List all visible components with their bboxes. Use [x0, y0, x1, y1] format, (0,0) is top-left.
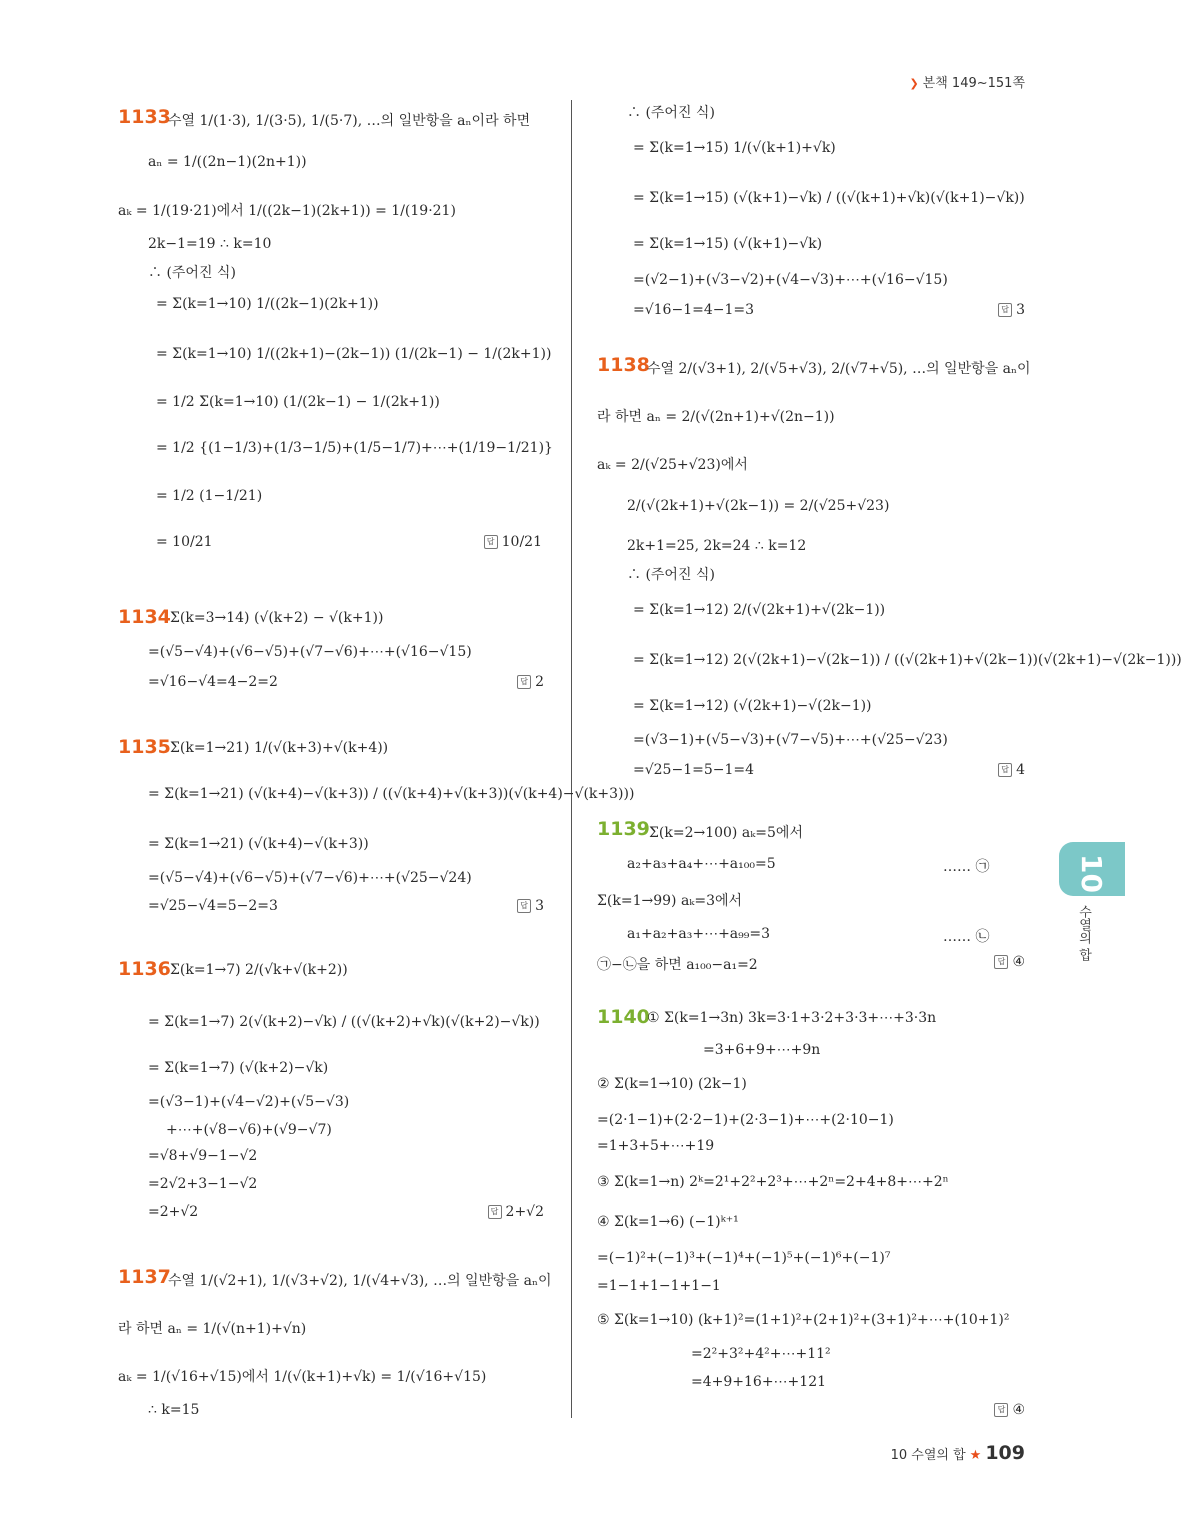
answer-mark: 답 3: [517, 898, 544, 914]
math-line: =(√2−1)+(√3−√2)+(√4−√3)+⋯+(√16−√15): [633, 272, 948, 288]
math-line: ⑤ Σ(k=1→10) (k+1)²=(1+1)²+(2+1)²+(3+1)²+⋯+(10+1)²: [597, 1312, 1010, 1328]
math-line: Σ(k=3→14) (√(k+2) − √(k+1)): [170, 610, 384, 626]
answer-mark: 답 10/21: [484, 534, 542, 550]
page-footer: [891, 1442, 1025, 1464]
math-line: =√16−√4=4−2=2: [148, 674, 278, 690]
math-line: ∴ (주어진 식): [627, 567, 715, 583]
answer-mark: 답 2+√2: [488, 1204, 544, 1220]
math-line: 2/(√(2k+1)+√(2k−1)) = 2/(√25+√23): [627, 498, 890, 514]
math-line: ③ Σ(k=1→n) 2ᵏ=2¹+2²+2³+⋯+2ⁿ=2+4+8+⋯+2ⁿ: [597, 1174, 949, 1190]
math-line: = Σ(k=1→12) (√(2k+1)−√(2k−1)): [633, 698, 872, 714]
page-reference: ❯ 본책 149~151쪽: [909, 76, 1025, 91]
math-line: aₖ = 2/(√25+√23)에서: [597, 457, 748, 473]
problem-number: 1134: [118, 606, 171, 628]
footer-chapter: 10 수열의 합: [890, 1448, 966, 1463]
math-line: = 10/21: [156, 534, 213, 550]
math-line: =2²+3²+4²+⋯+11²: [691, 1346, 831, 1362]
math-line: =2√2+3−1−√2: [148, 1176, 258, 1192]
math-line: = 1/2 Σ(k=1→10) (1/(2k−1) − 1/(2k+1)): [156, 394, 440, 410]
math-line: = 1/2 (1−1/21): [156, 488, 263, 504]
math-line: =4+9+16+⋯+121: [691, 1374, 827, 1390]
math-line: =2+√2: [148, 1204, 199, 1220]
math-line: = 1/2 {(1−1/3)+(1/3−1/5)+(1/5−1/7)+⋯+(1/19−1/21)}: [156, 440, 553, 456]
math-line: = Σ(k=1→10) 1/((2k+1)−(2k−1)) (1/(2k−1) − 1/(2k+1)): [156, 346, 552, 362]
math-line: 라 하면 aₙ = 1/(√(n+1)+√n): [118, 1321, 307, 1337]
answer-badge-icon: 답: [484, 535, 498, 549]
math-line: = Σ(k=1→12) 2/(√(2k+1)+√(2k−1)): [633, 602, 886, 618]
math-line: =√8+√9−1−√2: [148, 1148, 258, 1164]
math-line: aₖ = 1/(√16+√15)에서 1/(√(k+1)+√k) = 1/(√16+√15): [118, 1369, 487, 1385]
chapter-tab-label: 수열의 합: [1076, 905, 1091, 962]
answer-badge-icon: 답: [517, 899, 531, 913]
math-line: =(√5−√4)+(√6−√5)+(√7−√6)+⋯+(√25−√24): [148, 870, 472, 886]
answer-mark: 답 3: [998, 302, 1025, 318]
math-line: 2k−1=19 ∴ k=10: [148, 236, 272, 252]
problem-number: 1135: [118, 736, 171, 758]
math-line: +⋯+(√8−√6)+(√9−√7): [166, 1122, 332, 1138]
answer-badge-icon: 답: [517, 675, 531, 689]
math-line: = Σ(k=1→10) 1/((2k−1)(2k+1)): [156, 296, 379, 312]
equation-marker: …… ㉠: [943, 859, 990, 875]
math-line: =(√3−1)+(√5−√3)+(√7−√5)+⋯+(√25−√23): [633, 732, 948, 748]
math-line: =1+3+5+⋯+19: [597, 1138, 715, 1154]
math-line: =(√3−1)+(√4−√2)+(√5−√3): [148, 1094, 350, 1110]
math-line: Σ(k=1→7) 2/(√k+√(k+2)): [170, 962, 348, 978]
answer-badge-icon: 답: [994, 955, 1008, 969]
problem-number: 1139: [597, 818, 650, 840]
answer-mark: 답 ④: [994, 954, 1025, 970]
math-line: =(√5−√4)+(√6−√5)+(√7−√6)+⋯+(√16−√15): [148, 644, 472, 660]
math-line: =1−1+1−1+1−1: [597, 1278, 721, 1294]
answer-mark: 답 4: [998, 762, 1025, 778]
answer-mark: 답 2: [517, 674, 544, 690]
math-line: ∴ k=15: [148, 1402, 200, 1418]
math-line: = Σ(k=1→15) 1/(√(k+1)+√k): [633, 140, 836, 156]
column-divider: [571, 100, 572, 1418]
answer-badge-icon: 답: [998, 763, 1012, 777]
arrow-icon: ❯: [909, 77, 919, 90]
math-line: ④ Σ(k=1→6) (−1)ᵏ⁺¹: [597, 1214, 739, 1230]
problem-number: 1133: [118, 106, 171, 128]
math-line: aₖ = 1/(19·21)에서 1/((2k−1)(2k+1)) = 1/(19·21): [118, 203, 456, 219]
math-line: = Σ(k=1→7) 2(√(k+2)−√k) / ((√(k+2)+√k)(√(k+2)−√k)): [148, 1014, 540, 1030]
math-line: ∴ (주어진 식): [627, 105, 715, 121]
math-line: =(2·1−1)+(2·2−1)+(2·3−1)+⋯+(2·10−1): [597, 1112, 894, 1128]
math-line: ① Σ(k=1→3n) 3k=3·1+3·2+3·3+⋯+3·3n: [647, 1010, 937, 1026]
problem-number: 1140: [597, 1006, 650, 1028]
math-line: Σ(k=2→100) aₖ=5에서: [649, 825, 803, 841]
math-line: ② Σ(k=1→10) (2k−1): [597, 1076, 747, 1092]
math-line: = Σ(k=1→15) (√(k+1)−√k): [633, 236, 823, 252]
answer-badge-icon: 답: [994, 1403, 1008, 1417]
math-line: 수열 1/(√2+1), 1/(√3+√2), 1/(√4+√3), …의 일반항을 aₙ이: [168, 1273, 552, 1289]
answer-badge-icon: 답: [488, 1205, 502, 1219]
math-line: Σ(k=1→21) 1/(√(k+3)+√(k+4)): [170, 740, 389, 756]
math-line: = Σ(k=1→15) (√(k+1)−√k) / ((√(k+1)+√k)(√(k+1)−√k)): [633, 190, 1025, 206]
math-line: =3+6+9+⋯+9n: [703, 1042, 821, 1058]
answer-mark: 답 ④: [994, 1402, 1025, 1418]
problem-number: 1136: [118, 958, 171, 980]
answer-badge-icon: 답: [998, 303, 1012, 317]
problem-number: 1138: [597, 354, 650, 376]
math-line: a₁+a₂+a₃+⋯+a₉₉=3: [627, 926, 771, 942]
problem-number: 1137: [118, 1266, 171, 1288]
math-line: =√25−1=5−1=4: [633, 762, 755, 778]
math-line: aₙ = 1/((2n−1)(2n+1)): [148, 154, 307, 170]
math-line: =√16−1=4−1=3: [633, 302, 755, 318]
equation-marker: …… ㉡: [943, 929, 990, 945]
math-line: = Σ(k=1→7) (√(k+2)−√k): [148, 1060, 329, 1076]
math-line: a₂+a₃+a₄+⋯+a₁₀₀=5: [627, 856, 776, 872]
math-line: = Σ(k=1→21) (√(k+4)−√(k+3)): [148, 836, 369, 852]
math-line: ㉠−㉡을 하면 a₁₀₀−a₁=2: [597, 957, 758, 973]
math-line: Σ(k=1→99) aₖ=3에서: [597, 893, 743, 909]
page-number: 109: [985, 1442, 1025, 1464]
math-line: =(−1)²+(−1)³+(−1)⁴+(−1)⁵+(−1)⁶+(−1)⁷: [597, 1250, 891, 1266]
math-line: 수열 2/(√3+1), 2/(√5+√3), 2/(√7+√5), …의 일반항을 aₙ이: [647, 361, 1031, 377]
chapter-tab[interactable]: 10: [1059, 842, 1125, 896]
math-line: 라 하면 aₙ = 2/(√(2n+1)+√(2n−1)): [597, 409, 835, 425]
math-line: = Σ(k=1→12) 2(√(2k+1)−√(2k−1)) / ((√(2k+1)+√(2k−1))(√(2k+1)−√(2k−1))): [633, 652, 1182, 668]
math-line: 수열 1/(1·3), 1/(3·5), 1/(5·7), …의 일반항을 aₙ이라 하면: [168, 113, 531, 129]
math-line: ∴ (주어진 식): [148, 265, 236, 281]
star-icon: ★: [969, 1448, 982, 1463]
math-line: =√25−√4=5−2=3: [148, 898, 278, 914]
math-line: 2k+1=25, 2k=24 ∴ k=12: [627, 538, 807, 554]
math-line: = Σ(k=1→21) (√(k+4)−√(k+3)) / ((√(k+4)+√(k+3))(√(k+4)−√(k+3))): [148, 786, 635, 802]
